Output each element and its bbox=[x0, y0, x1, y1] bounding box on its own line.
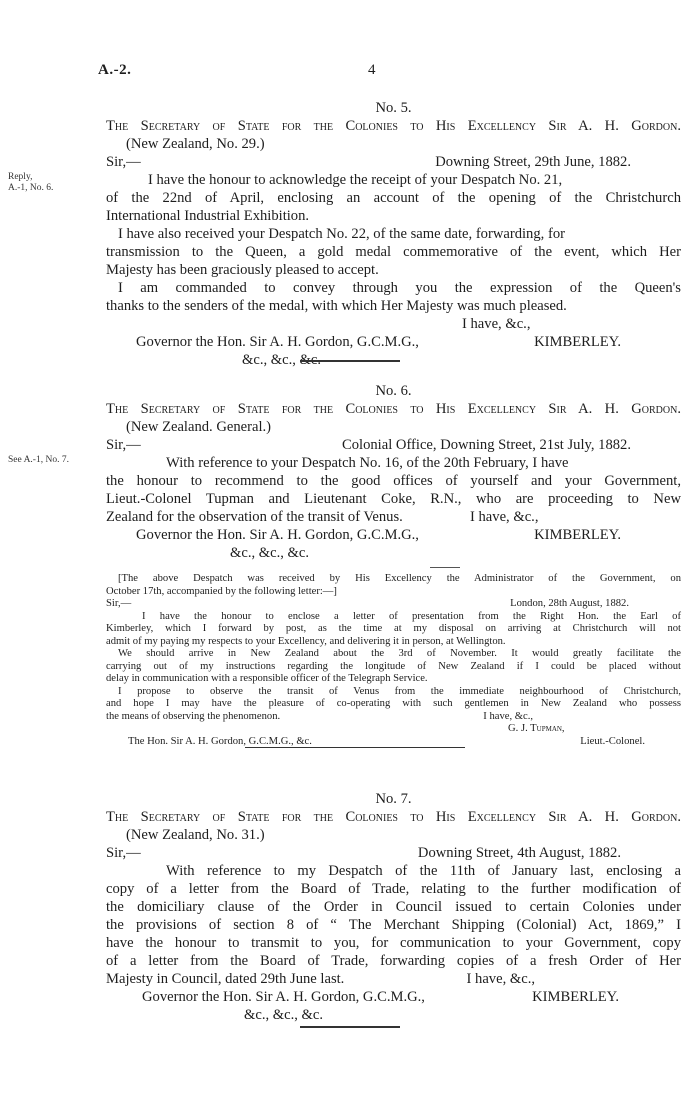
document-reference: A.-2. bbox=[98, 62, 132, 78]
salutation-row bbox=[106, 844, 681, 862]
signature: KIMBERLEY. bbox=[534, 527, 621, 543]
despatch-heading: The Secretary of State for the Colonies to His Excellency Sir A. H. Gordon. bbox=[106, 809, 681, 825]
section-divider bbox=[300, 1026, 400, 1028]
enclosure-salutation-row bbox=[106, 598, 681, 611]
last-line-row bbox=[106, 970, 681, 988]
closing: I have, &c., bbox=[462, 316, 531, 332]
body-line: Kimberley, which I forward by post, as the time at my disposal on arriving at Christchurch will not bbox=[106, 623, 681, 634]
body-line: I have the honour to enclose a letter of presentation from the Right Hon. the Earl of bbox=[142, 610, 681, 622]
addressee: Governor the Hon. Sir A. H. Gordon, G.C.M.G., bbox=[136, 334, 419, 350]
despatch-number: No. 6. bbox=[375, 383, 412, 399]
body-line: I am commanded to convey through you the expression of the Queen's bbox=[118, 280, 681, 296]
body-line: thanks to the senders of the medal, with which Her Majesty was much pleased. bbox=[106, 298, 567, 314]
body-line: Majesty has been graciously pleased to accept. bbox=[106, 262, 379, 278]
etc: &c., &c., &c. bbox=[244, 1007, 324, 1023]
enclosure-signer: G. J. Tupman, bbox=[508, 723, 565, 734]
addressee: The Hon. Sir A. H. Gordon, G.C.M.G., &c. bbox=[128, 735, 312, 747]
place-date: London, 28th August, 1882. bbox=[510, 598, 629, 609]
place-date: Downing Street, 4th August, 1882. bbox=[417, 845, 621, 861]
despatch-number: No. 7. bbox=[375, 791, 412, 807]
despatch-heading: The Secretary of State for the Colonies to His Excellency Sir A. H. Gordon. bbox=[106, 401, 681, 417]
addressee: Governor the Hon. Sir A. H. Gordon, G.C.M.G., bbox=[136, 527, 419, 543]
body-line: have the honour to transmit to you, for communication to your Government, copy bbox=[106, 935, 681, 951]
addressee-row bbox=[106, 333, 681, 351]
body-line: of a letter from the Board of Trade, forwarding copies of a fresh Order of Her bbox=[106, 953, 681, 969]
page-number: 4 bbox=[368, 62, 376, 78]
despatch-subheading: (New Zealand, No. 31.) bbox=[126, 827, 265, 843]
despatch-number: No. 5. bbox=[375, 100, 412, 116]
despatch-7 bbox=[106, 790, 681, 1024]
body-line: International Industrial Exhibition. bbox=[106, 208, 310, 224]
margin-note-line: See A.-1, No. 7. bbox=[8, 455, 69, 465]
addressee-row bbox=[106, 988, 681, 1006]
signer-title: Lieut.-Colonel. bbox=[580, 735, 645, 747]
enclosure-letter bbox=[106, 573, 681, 748]
signature: KIMBERLEY. bbox=[532, 989, 619, 1005]
body-line: I have the honour to acknowledge the receipt of your Despatch No. 21, bbox=[148, 172, 563, 188]
closing: I have, &c., bbox=[483, 710, 533, 722]
place-date: Downing Street, 29th June, 1882. bbox=[435, 154, 631, 170]
salutation: Sir,— bbox=[106, 437, 141, 453]
salutation-row bbox=[106, 153, 681, 171]
etc: &c., &c., &c. bbox=[230, 545, 310, 561]
salutation: Sir,— bbox=[106, 845, 141, 861]
section-divider bbox=[245, 747, 465, 748]
despatch-subheading: (New Zealand. General.) bbox=[126, 419, 272, 435]
body-line: the honour to recommend to the good offices of yourself and your Government, bbox=[106, 473, 681, 489]
salutation-row bbox=[106, 436, 681, 454]
body-line: the means of observing the phenomenon. bbox=[106, 710, 281, 722]
margin-note-line: A.-1, No. 6. bbox=[8, 183, 54, 193]
body-line: Lieut.-Colonel Tupman and Lieutenant Coke, R.N., who are proceeding to New bbox=[106, 491, 681, 507]
section-divider bbox=[300, 360, 400, 362]
etc: &c., &c., &c. bbox=[242, 352, 322, 368]
body-line: With reference to your Despatch No. 16, of the 20th February, I have bbox=[166, 455, 569, 471]
signature: KIMBERLEY. bbox=[534, 334, 621, 350]
enclosure-closing-row bbox=[106, 711, 681, 724]
body-line: I propose to observe the transit of Venus from the immediate neighbourhood of Christchurch, bbox=[118, 685, 681, 697]
body-line: Zealand for the observation of the transit of Venus. bbox=[106, 509, 403, 525]
despatch-6 bbox=[106, 382, 681, 562]
enclosure-intro: October 17th, accompanied by the following letter:—] bbox=[106, 585, 337, 597]
closing: I have, &c., bbox=[470, 509, 539, 525]
body-line: With reference to my Despatch of the 11th of January last, enclosing a bbox=[166, 863, 681, 879]
margin-note bbox=[8, 172, 53, 194]
body-line: Majesty in Council, dated 29th June last. bbox=[106, 971, 345, 987]
body-line: We should arrive in New Zealand about the 3rd of November. It would greatly facilitate the bbox=[118, 648, 681, 659]
salutation: Sir,— bbox=[106, 154, 141, 170]
body-line: the provisions of section 8 of “ The Merchant Shipping (Colonial) Act, 1869,” I bbox=[106, 917, 681, 933]
body-line: copy of a letter from the Board of Trade, relating to the further modification of bbox=[106, 881, 681, 897]
body-line: the domiciliary clause of the Order in Council issued to certain Colonies under bbox=[106, 899, 681, 915]
despatch-subheading: (New Zealand, No. 29.) bbox=[126, 136, 265, 152]
margin-note-line: Reply, bbox=[8, 172, 33, 182]
place-date: Colonial Office, Downing Street, 21st July, 1882. bbox=[341, 437, 631, 453]
body-line: delay in communication with a responsible officer of the Telegraph Service. bbox=[106, 673, 428, 684]
enclosure-intro: [The above Despatch was received by His Excellency the Administrator of the Government, on bbox=[118, 573, 681, 584]
body-line: of the 22nd of April, enclosing an account of the opening of the Christchurch bbox=[106, 190, 681, 206]
addressee-row bbox=[106, 526, 681, 544]
body-line: and hope I may have the pleasure of co-operating with such gentlemen in New Zealand who possess bbox=[106, 698, 681, 709]
body-line: admit of my paying my respects to your Excellency, and delivering it in person, at Wellington. bbox=[106, 635, 506, 647]
body-line: carrying out of my instructions regarding the longitude of New Zealand if I could be placed without bbox=[106, 660, 681, 672]
body-line: I have also received your Despatch No. 22, of the same date, forwarding, for bbox=[118, 226, 565, 242]
body-line: transmission to the Queen, a gold medal commemorative of the event, which Her bbox=[106, 244, 681, 260]
addressee: Governor the Hon. Sir A. H. Gordon, G.C.M.G., bbox=[142, 989, 425, 1005]
closing: I have, &c., bbox=[466, 971, 535, 987]
salutation: Sir,— bbox=[106, 598, 132, 609]
despatch-5 bbox=[106, 99, 681, 369]
short-rule bbox=[430, 567, 460, 568]
despatch-heading: The Secretary of State for the Colonies to His Excellency Sir A. H. Gordon. bbox=[106, 118, 681, 134]
margin-note bbox=[8, 455, 69, 466]
